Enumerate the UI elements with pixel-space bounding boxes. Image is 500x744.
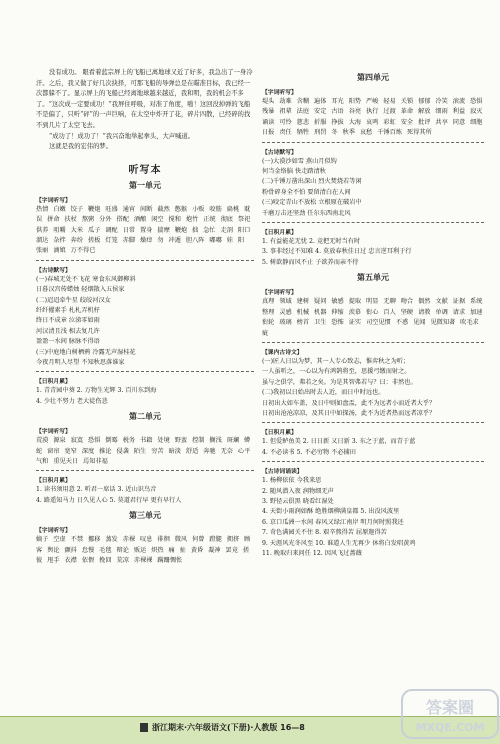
poem-line: (二)迢迢牵牛星 皎皎河汉女: [36, 296, 111, 304]
daily-line: 5. 树欲静而风不止 子欲养而亲不待: [262, 258, 359, 266]
poem-line: 终日不成章 泣涕零如雨: [36, 317, 100, 325]
word-list: 嫡子 空虚 不禁 挪移 蒸发 赤裸 叹息 徘徊 微风 何曾 蹬腿 拥挤 顾客 舆论 颤抖 怠慢 毛毯 辩论 贩运 炽热 痛 扯 黄昏 凝神 罢竟 搓 彼 甩手 衣襟 依偎 挽回 荒凉 赤裸裸 蹒跚惆怅: [36, 536, 251, 565]
word-list: 荒漠 源泉 寂寞 恐惧 倒霉 税务 书籍 处境 野蛮 控制 搁浅 斑斓 蟒蛇 窗帘 宽窄 深度 推论 侵袭 陌生 穷苦 暗淡 舒适 奔驰 无奈 心平气和 重见天日 焉知非福: [36, 437, 251, 466]
daily-line: 1. 有益能花无忧 2. 竞把无时当有时: [262, 238, 361, 246]
left-column: [36, 68, 254, 567]
unit-heading: 第二单元: [129, 412, 161, 422]
recite-line: 1. 杨柳依依 今我来思: [262, 477, 322, 485]
recite-line: 9. 天涯风光冬风至 10. 谁道人生无再少 休将白发唱黄鸡: [262, 539, 416, 547]
word-list: 堤头 劫难 含糊 遍体 耳光 阳势 严峻 轻易 关锁 郁郁 冷笑 滚流 恐惧 残暴 祖辈 法庭 安定 古语 谷亮 执行 过渡 革命 解放 细雨 利益 寂灭 诵读 可怜 慈悲 折服 挣拔 大海 哀鸣 彩虹 安全 批评 共享 同意 细胞 日报 责任 牺牲 刑罚 冬 秋季 哀愁 千锤百炼 死得其所: [262, 98, 483, 137]
section-label: 【字词听写】: [262, 290, 297, 297]
divider: [262, 142, 484, 143]
story-paragraph: 这就是我的宏伟的梦。: [49, 143, 112, 151]
unit-heading: 第五单元: [357, 273, 389, 283]
section-label: 【字词听写】: [36, 197, 71, 204]
divider: [36, 470, 254, 471]
word-list: 真理 领域 建树 疑问 敏感 提取 明显 无聊 吻合 偶然 文献 证据 系统 整理 灵感 机械 机器 伸缩 羡慕 衔心 百人 坚硬 请教 单调 请求 加速 衔轮 玻璃 榜首 卫生 恐怖 证实 司空见惯 不惑 见闻 见微知著 吹毛求疵: [262, 298, 483, 337]
unit-heading: 第一单元: [129, 180, 161, 190]
unit-heading: 第三单元: [129, 511, 161, 521]
daily-line: 1. 但爱鲈鱼美 2. 日日新 又日新 3. 东之于蓝，而青于蓝: [262, 438, 416, 446]
story-paragraph: “成功了！成功了！”我兴奋地举起拳头，大声喊道。: [49, 132, 194, 140]
poem-line: (一)春城无处不飞花 寒食东风御柳斜: [36, 275, 136, 283]
poem-line: 纤纤擢素手 札札弄机杼: [36, 307, 100, 314]
daily-line: 4. 路遥知马力 日久见人心 5. 莫道君行早 更有早行人: [36, 496, 182, 504]
divider: [262, 461, 484, 462]
section-label: 【古诗默写】: [262, 149, 297, 156]
footer-text: 浙江期末·六年级语文(下册)·人教版 16—8: [152, 723, 305, 732]
divider: [36, 371, 254, 372]
daily-line: 4. 不必读书 5. 不必穷物 不必捕田: [262, 448, 356, 456]
daily-line: 4. 少壮不努力 老大徒伤悲: [36, 397, 108, 405]
divider: [262, 422, 484, 423]
section-label: 【古诗默写】: [36, 267, 71, 274]
svg-text:MXQE.COM: MXQE.COM: [415, 721, 485, 734]
recite-line: 6. 京口瓜洲一水间 春风又绿江南岸 明月何时照我还: [262, 518, 404, 526]
poem-line: 何当金络脑 快走踏清秋: [262, 168, 326, 176]
section-label: 【字词听写】: [262, 90, 297, 96]
divider: [262, 342, 484, 343]
daily-line: 3. 事非经过不知难 4. 莫放春秋佳日过 忠言逆耳利于行: [262, 248, 412, 256]
recite-line: 7. 奇色满园关不住 8. 艰辛熬得苦 屈原迦得苦: [262, 529, 387, 537]
recite-line: 11. 晚取归来问任 12. 因风飞过蔷薇: [262, 550, 362, 557]
poem-line: (三)中庭地白树栖鸦 冷露无声湿桂花: [36, 348, 136, 356]
book-icon: [140, 723, 148, 732]
classical-line: 一人虽听之，一心以为有鸿鹄将至，思援弓缴而射之。: [262, 368, 411, 376]
watermark-logo: [400, 686, 500, 743]
section-label: 【日积月累】: [36, 379, 71, 386]
section-label: 【字词听写】: [36, 528, 71, 535]
section-label: 【日积月累】: [262, 230, 297, 237]
poem-line: 河汉清且浅 相去复几许: [36, 327, 100, 335]
poem-line: 日暮汉宫传蜡烛 轻烟散入五侯家: [36, 286, 125, 294]
classical-line: (二)我初以日始出时去人近，而日中时远也。: [262, 389, 385, 397]
story-paragraph: 没有成功。 眼看着蓝宗屏上的飞船已离地球又近了好多，我急出了一身冷汗。之后，我又做了好几次抉择，可那飞船的导弹总是在瞄准目标，我已经一次都躲不了。显示屏上的飞船已经离地球越来越近，我和明，我的机会不多了。“这次成一定要成功！”我屏住呼吸，对准了角度，啪！这回没掉弹的飞船不是偏了，只听“砰”的一声巨响，在太空中炸开了花，碎片四散，已经碎的找不到几片了太空飞去。: [36, 69, 253, 129]
section-label: 【日积月累】: [36, 478, 71, 485]
poem-line: (二)千锤万凿出深山 烈火焚烧若等闲: [262, 178, 362, 186]
daily-line: 1. 读书须用意 2. 听君一席话 3. 近山识鸟音: [36, 486, 157, 494]
poem-line: 千磨万击还坚劲 任尔东西南北风: [262, 209, 351, 217]
poem-line: 盈盈一水间 脉脉不得语: [36, 338, 100, 346]
divider: [262, 222, 484, 223]
daily-line: 1. 青青园中葵 2. 万物生光辉 3. 百川东到海: [36, 387, 157, 395]
classical-line: 日初出大如车盖，及日中则如盘盂，此不为远者小而近者大乎？: [262, 399, 436, 407]
recite-line: 3. 野径云俱黑 晓看红湿处: [262, 497, 334, 505]
poem-line: 粉骨碎身全不怕 要留清白在人间: [262, 188, 351, 196]
unit-heading: 第四单元: [357, 73, 389, 82]
section-label: 【日积月累】: [262, 430, 297, 437]
word-list: 热情 白嫩 饺子 鞭炮 旺盛 通宵 间断 截然 憋猴 小贩 咬筋 扁桃 耽误 拼命 扶杖 熬粥 分外 搭配 酒酿 闲空 搅和 炮竹 正统 彻底 祭祀 供养 咀嚼 大米 瓜子 调配 日常 置身 揣摩 鞭炮 拙 急忙 走剖 阳口 溜达 杂拌 奔纷 搓板 灯笼 赤脚 燥痒 勿 冲遁 胆八阵 嘟嘟 娃 阳 张丽 滴娘 万不得已: [36, 205, 251, 255]
dictation-title: 听写本: [128, 164, 162, 176]
svg-text:答案圈: 答案圈: [425, 698, 475, 717]
right-column: [262, 68, 484, 559]
poem-line: (三)咬定青山不放松 立根原在破岩中: [262, 199, 362, 207]
section-label: 【字词听写】: [36, 429, 71, 436]
recite-line: 2. 随风潜入夜 润物细无声: [262, 487, 334, 495]
section-label: 【课内古诗文】: [262, 349, 303, 356]
divider: [36, 260, 254, 261]
classical-line: 虽与之俱学，弗若之矣。为是其智弗若与？曰：非然也。: [262, 378, 417, 386]
section-label: 【古诗词诵读】: [262, 469, 303, 476]
recite-line: 4. 天街小雨润如酥 绝胜烟柳满皇都 5. 出没风波里: [262, 508, 400, 516]
poem-line: 今夜月明人尽望 不知秋思落谁家: [36, 359, 125, 367]
classical-line: (一)匠人日以为梦，其一人专心致志，惟弈秋之为听；: [262, 357, 410, 365]
classical-line: 日初出沧沧凉凉，及其日中如探汤，此不为近者热而远者凉乎？: [262, 409, 436, 417]
poem-line: (一)大漠沙如雪 燕山月似钩: [262, 157, 337, 165]
